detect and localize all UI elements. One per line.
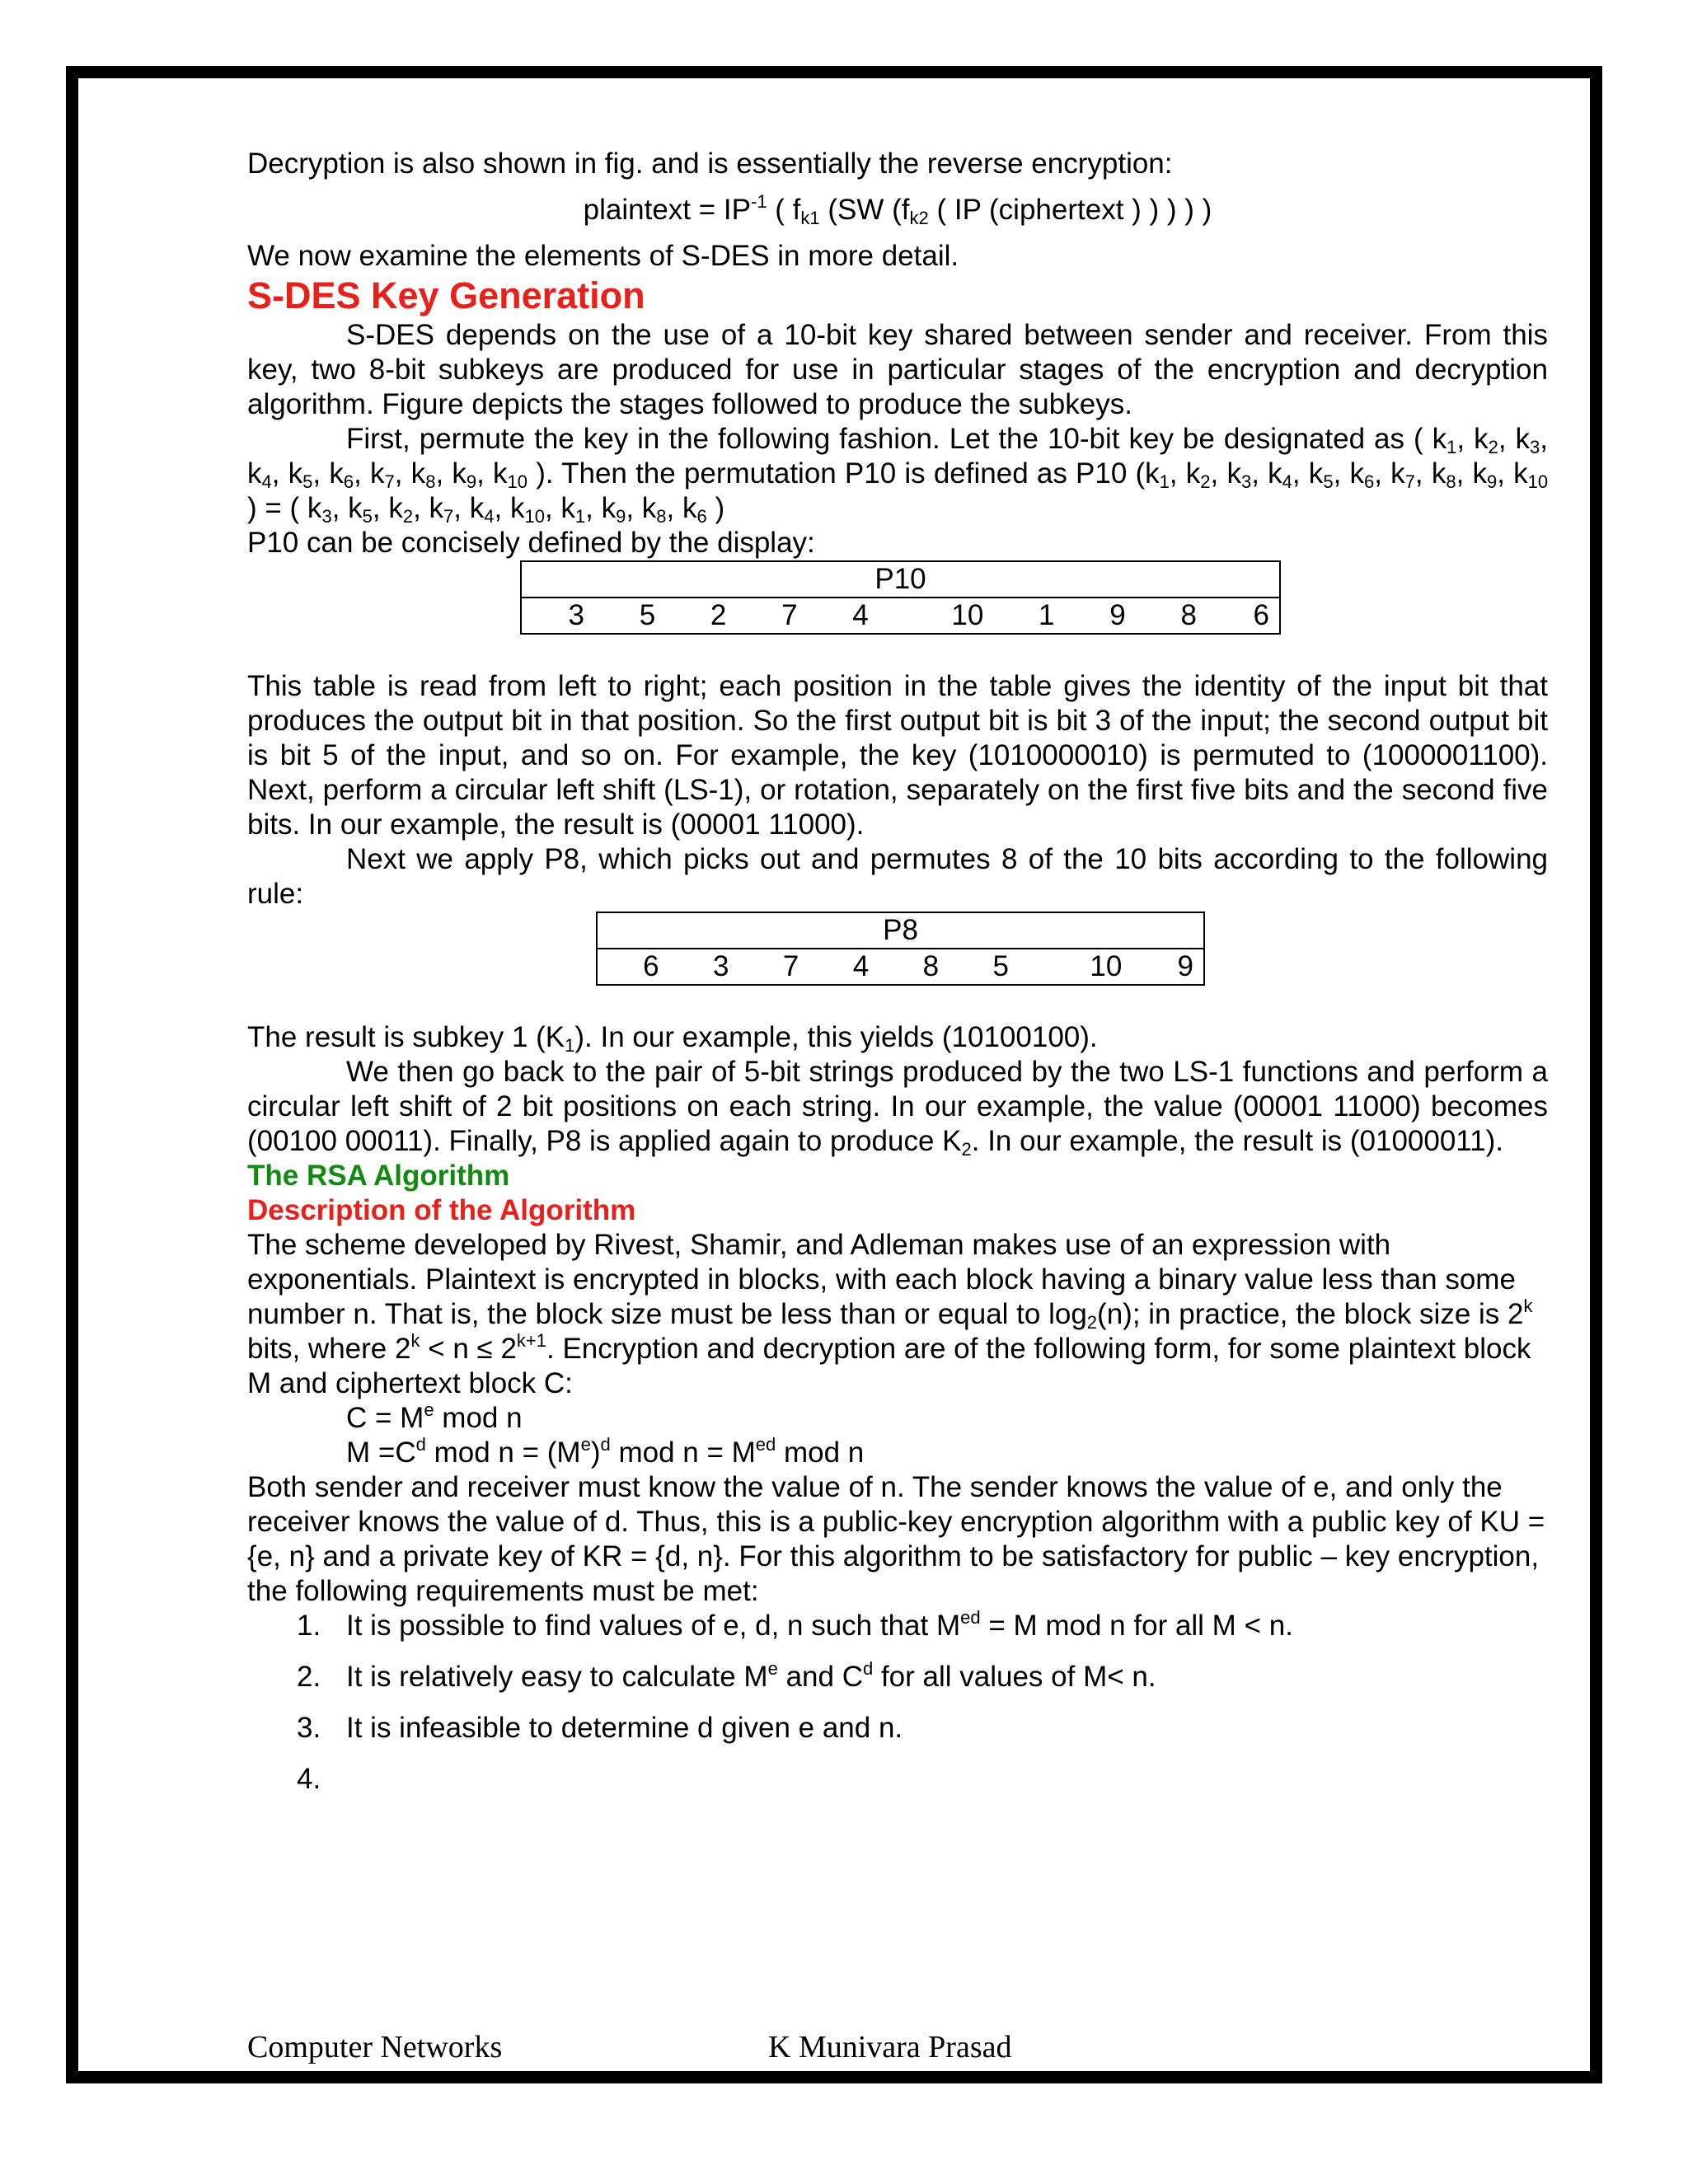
p10-table [520,560,1281,635]
p8-table-title: P8 [597,912,1204,949]
rsa-equation-decrypt: $M =C^d$ mod $n = (M^e)^d$ mod $n = M^{ed}$ mod n [346,1434,865,1469]
section-heading-key-generation: S-DES Key Generation [247,274,645,316]
p10-cell: 8 [1136,598,1207,634]
p10-cell: 5 [594,598,665,634]
list-item: 2. It is relatively easy to calculate Me and $C^d$ for all values of M< n. [297,1658,1156,1693]
decryption-formula: plaintext = $IP^{-1}$ ( $f_{k1}$ (SW ($f_{k2}$ ( IP (ciphertext ) ) ) ) ) [583,191,1212,228]
p8-cell: 3 [669,949,739,985]
examine-text: We now examine the elements of S-DES in more detail. [247,240,959,272]
p10-cell: 2 [665,598,736,634]
rsa-equation-encrypt: $C = M^e$ mod n [346,1399,523,1434]
p10-cell: 6 [1207,598,1280,634]
keygen-paragraph-4: Next we apply P8, which picks out and permutes 8 of the 10 bits according to the following rule: [247,843,1548,910]
list-item: 1. It is possible to find values of e, d, n such that $M^{ed} = M$ mod n for all M < n. [297,1607,1293,1642]
p8-cell: 7 [738,949,809,985]
p8-cell: 6 [597,949,669,985]
footer-left: Computer Networks [247,2030,503,2064]
document-body [247,147,1549,1795]
p8-cell: 10 [1019,949,1132,985]
rsa-paragraph-2: Both sender and receiver must know the value of n. The sender knows the value of e, and only the receiver knows the value of d. Thus, this is a public-key encryption algorithm with a public key of KU = {e, n} and a private key of KR = {d, n}. For this algorithm to be satisfactory for public – key encryption, the following requirements must be met: [247,1471,1545,1607]
decryption-intro: Decryption is also shown in fig. and is essentially the reverse encryption: [247,148,1173,180]
p8-cell: 8 [879,949,949,985]
p10-table-row [521,598,1280,634]
p10-cell: 4 [808,598,879,634]
p10-cell: 3 [521,598,594,634]
p10-table-title: P10 [521,561,1280,598]
p8-table-row [597,949,1204,985]
p10-cell: 10 [879,598,994,634]
list-item: 3. It is infeasible to determine d given e and n. [297,1712,903,1744]
footer-right: K Munivara Prasad [768,2030,1012,2064]
p10-cell: 7 [736,598,807,634]
p8-cell: 4 [809,949,879,985]
rsa-subheading: Description of the Algorithm [247,1194,636,1226]
p8-cell: 9 [1132,949,1204,985]
p10-intro: P10 can be concisely defined by the display: [247,527,815,559]
keygen-paragraph-1: S-DES depends on the use of a 10-bit key shared between sender and receiver. From this key, two 8-bit subkeys are produced for use in particular stages of the encryption and decryption algorithm. Figure depicts the stages followed to produce the subkeys. [247,319,1548,420]
subkey1-text: The result is subkey 1 $(K_1)$. In our example, this yields (10100100). [247,1021,1098,1056]
keygen-paragraph-5: We then go back to the pair of 5-bit strings produced by the two LS-1 functions and perform a circular left shift of 2 bit positions on each string. In our example, the value (00001 11000) becomes (00100 00011). Finally, P8 is applied again to produce $K_2$. In our example, the result is (01000011). [247,1056,1548,1160]
rsa-heading: The RSA Algorithm [247,1160,510,1192]
p10-cell: 1 [993,598,1064,634]
keygen-paragraph-3: This table is read from left to right; each position in the table gives the identity of the input bit that produces the output bit in that position. So the first output bit is bit 3 of the input; the second output bit is bit 5 of the input, and so on. For example, the key (1010000010) is permuted to (1000001100). Next, perform a circular left shift (LS-1), or rotation, separately on the first five bits and the second five bits. In our example, the result is (00001 11000). [247,670,1548,841]
keygen-paragraph-2: First, permute the key in the following fashion. Let the 10-bit key be designated as ( $k_1$, $k_2$, $k_3$, $k_4$, $k_5$, $k_6$, $k_7$, $k_8$, $k_9$, $k_{10}$ ). Then the permutation P10 is defined as P10 ($k_1$, $k_2$, $k_3$, $k_4$, $k_5$, $k_6$, $k_7$, $k_8$, $k_9$, $k_{10}$ ) = ( $k_3$, $k_5$, $k_2$, $k_7$, $k_4$, $k_{10}$, $k_1$, $k_9$, $k_8$, $k_6$ ) [247,423,1549,527]
rsa-paragraph-1: The scheme developed by Rivest, Shamir, and Adleman makes use of an expression with exponentials. Plaintext is encrypted in blocks, with each block having a binary value less than some number n. That is, the block size must be less than or equal to $\log_2(n)$; in practice, the block size is 2$^k$ bits, where $2^k < n \le 2^{k+1}$. Encryption and decryption are of the following form, for some plaintext block M and ciphertext block C: [247,1229,1533,1399]
p8-cell: 5 [949,949,1019,985]
rsa-requirements-list: 1. It is possible to find values of e, d, n such that $M^{ed} = M$ mod n for all M < n. 2. It is relatively easy to calculate Me and $C^d$ for all values of M< n. 3. It is infeasible to determine d given e and n. 4. [247,1609,1548,1746]
p10-cell: 9 [1065,598,1136,634]
p8-table [596,912,1205,986]
